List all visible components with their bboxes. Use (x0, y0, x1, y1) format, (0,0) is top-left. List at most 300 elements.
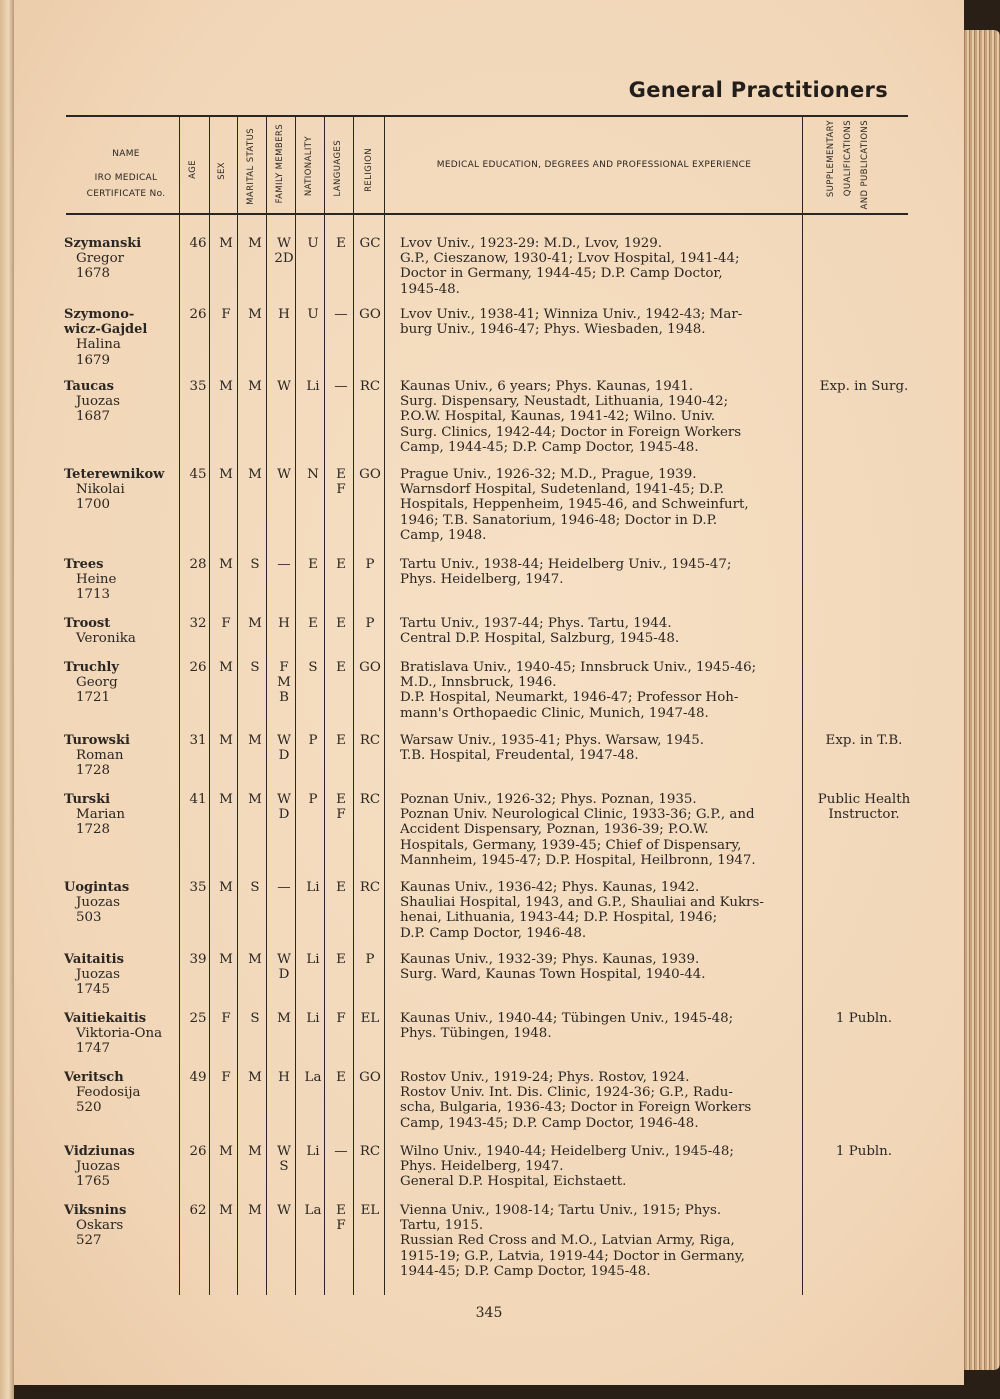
surname: Uogintas (64, 880, 130, 895)
age-column-header: AGE (188, 160, 198, 179)
surname: Truchly (64, 660, 119, 675)
column-divider (295, 117, 296, 1295)
education-line: henai, Lithuania, 1943-44; D.P. Hospital, 1946; (400, 910, 718, 926)
first-name: Juozas (76, 394, 120, 410)
page-title: General Practitioners (628, 78, 888, 102)
family-value: S (279, 1159, 289, 1175)
education-line: Doctor in Germany, 1944-45; D.P. Camp Doctor, (400, 266, 723, 282)
family-value: W (277, 379, 291, 394)
education-line: Warnsdorf Hospital, Sudetenland, 1941-45; D.P. (400, 482, 725, 498)
surname-continued: wicz-Gajdel (64, 322, 148, 338)
nationality-cell: E (308, 616, 318, 631)
education-line: Kaunas Univ., 1932-39; Phys. Kaunas, 1939. (400, 952, 700, 967)
family-value: D (278, 967, 290, 983)
nationality-cell: Li (306, 952, 320, 967)
family-value: H (278, 1070, 290, 1085)
religion-cell: RC (359, 379, 381, 394)
education-cell (400, 1144, 810, 1190)
first-name: Feodosija (76, 1085, 141, 1101)
religion-cell: RC (359, 733, 381, 748)
family-cell (270, 792, 298, 822)
certificate-number: 1713 (76, 587, 111, 603)
education-cell (400, 236, 810, 297)
age-cell: 26 (189, 660, 207, 675)
surname: Teterewnikow (64, 467, 165, 482)
page-edge (960, 30, 1000, 1370)
column-divider (384, 117, 385, 1295)
language-value: — (334, 307, 348, 322)
family-value: H (278, 616, 290, 631)
language-value: F (336, 1011, 346, 1026)
education-cell (400, 660, 810, 721)
column-divider (209, 117, 210, 1295)
education-line: Phys. Heidelberg, 1947. (400, 572, 564, 588)
name-header-line: NAME (112, 149, 140, 159)
supplementary-header-line: QUALIFICATIONS (843, 120, 853, 197)
language-value: E (336, 792, 346, 807)
nationality-cell: Li (306, 1011, 320, 1026)
surname: Vidziunas (64, 1144, 135, 1159)
education-line: Vienna Univ., 1908-14; Tartu Univ., 1915; Phys. (400, 1203, 722, 1218)
nationality-cell: Li (306, 880, 320, 895)
languages-cell (327, 616, 355, 631)
family-cell (270, 1011, 298, 1026)
education-line: Bratislava Univ., 1940-45; Innsbruck Univ., 1945-46; (400, 660, 757, 675)
certificate-number: 1728 (76, 763, 111, 779)
education-line: Prague Univ., 1926-32; M.D., Prague, 1939. (400, 467, 697, 482)
education-line: Camp, 1948. (400, 527, 487, 543)
nationality-cell: U (307, 236, 319, 251)
nationality-cell: Li (306, 379, 320, 394)
marital-cell: M (248, 733, 262, 748)
family-value: W (277, 792, 291, 807)
marital-cell: S (250, 1011, 260, 1026)
religion-cell: P (365, 557, 375, 572)
family-value: W (277, 467, 291, 482)
supplementary-cell (804, 1144, 924, 1159)
first-name: Marian (76, 807, 125, 823)
religion-cell: GO (359, 660, 381, 675)
education-line: scha, Bulgaria, 1936-43; Doctor in Foreign Workers (400, 1100, 752, 1116)
languages-cell (327, 660, 355, 675)
certificate-number: 1679 (76, 352, 111, 368)
family-value: — (277, 880, 291, 895)
first-name: Heine (76, 572, 117, 588)
family-cell (270, 660, 298, 706)
language-value: E (336, 952, 346, 967)
sex-cell: M (219, 236, 233, 251)
name-cell (64, 1203, 184, 1249)
education-cell (400, 1203, 810, 1279)
education-line: Hospitals, Germany, 1939-45; Chief of Dispensary, (400, 837, 742, 853)
age-cell: 32 (189, 616, 207, 631)
surname: Szymono- (64, 307, 135, 322)
religion-cell: RC (359, 1144, 381, 1159)
sex-cell: M (219, 557, 233, 572)
education-line: G.P., Cieszanow, 1930-41; Lvov Hospital, 1941-44; (400, 251, 740, 267)
page-number: 345 (475, 1305, 503, 1321)
column-divider (324, 117, 325, 1295)
education-line: 1946; T.B. Sanatorium, 1946-48; Doctor in D.P. (400, 512, 718, 528)
religion-cell: P (365, 952, 375, 967)
family-value: H (278, 307, 290, 322)
education-line: D.P. Hospital, Neumarkt, 1946-47; Professor Hoh- (400, 690, 739, 706)
name-header-line: CERTIFICATE No. (86, 189, 166, 199)
sex-cell: M (219, 952, 233, 967)
family-cell (270, 1203, 298, 1218)
sex-column-header: SEX (217, 162, 227, 180)
nationality-column-header: NATIONALITY (304, 136, 314, 197)
nationality-cell: P (308, 733, 318, 748)
age-cell: 26 (189, 307, 207, 322)
certificate-number: 1728 (76, 822, 111, 838)
marital-cell: M (248, 1203, 262, 1218)
supplementary-header-line: AND PUBLICATIONS (860, 120, 870, 210)
age-cell: 45 (189, 467, 207, 482)
education-line: Lvov Univ., 1938-41; Winniza Univ., 1942-43; Mar- (400, 307, 743, 322)
first-name: Juozas (76, 895, 120, 911)
surname: Szymanski (64, 236, 142, 251)
column-divider (237, 117, 238, 1295)
column-divider (266, 117, 267, 1295)
name-cell (64, 1070, 184, 1116)
top-rule (66, 115, 908, 117)
age-cell: 62 (189, 1203, 207, 1218)
surname: Turowski (64, 733, 130, 748)
age-cell: 26 (189, 1144, 207, 1159)
education-line: 1945-48. (400, 281, 460, 297)
nationality-cell: E (308, 557, 318, 572)
name-cell (64, 616, 184, 646)
religion-cell: EL (360, 1203, 380, 1218)
family-cell (270, 557, 298, 572)
language-value: E (336, 660, 346, 675)
education-line: T.B. Hospital, Freudental, 1947-48. (400, 748, 639, 764)
family-value: W (277, 1203, 291, 1218)
name-column-header (66, 146, 186, 202)
languages-cell (327, 379, 355, 394)
education-line: P.O.W. Hospital, Kaunas, 1941-42; Wilno. Univ. (400, 409, 716, 425)
education-line: Shauliai Hospital, 1943, and G.P., Shauliai and Kukrs- (400, 895, 764, 911)
first-name: Viktoria-Ona (76, 1026, 163, 1042)
sex-cell: M (219, 792, 233, 807)
languages-cell (327, 557, 355, 572)
age-cell: 25 (189, 1011, 207, 1026)
name-cell (64, 792, 184, 838)
education-cell (400, 733, 810, 763)
family-value: D (278, 807, 290, 823)
family-value: D (278, 748, 290, 764)
education-cell (400, 792, 810, 868)
marital-cell: M (248, 1144, 262, 1159)
certificate-number: 1721 (76, 690, 111, 706)
surname: Veritsch (64, 1070, 124, 1085)
education-cell (400, 557, 810, 587)
sex-cell: M (219, 379, 233, 394)
marital-cell: S (250, 557, 260, 572)
language-value: F (336, 1218, 346, 1234)
nationality-cell: P (308, 792, 318, 807)
education-line: Kaunas Univ., 6 years; Phys. Kaunas, 1941. (400, 379, 694, 394)
name-cell (64, 557, 184, 603)
sex-cell: M (219, 880, 233, 895)
certificate-number: 527 (76, 1233, 102, 1249)
education-line: Mannheim, 1945-47; D.P. Hospital, Heilbronn, 1947. (400, 852, 756, 868)
first-name: Oskars (76, 1218, 124, 1234)
surname: Viksnins (64, 1203, 127, 1218)
certificate-number: 1700 (76, 497, 111, 513)
religion-cell: RC (359, 792, 381, 807)
languages-cell (327, 1011, 355, 1026)
first-name: Juozas (76, 1159, 120, 1175)
family-cell (270, 733, 298, 763)
education-line: 1915-19; G.P., Latvia, 1919-44; Doctor in Germany, (400, 1248, 745, 1264)
age-cell: 35 (189, 379, 207, 394)
languages-cell (327, 236, 355, 251)
religion-cell: EL (360, 1011, 380, 1026)
first-name: Georg (76, 675, 118, 691)
language-value: F (336, 807, 346, 823)
first-name: Gregor (76, 251, 125, 267)
education-cell (400, 307, 810, 337)
family-value: 2D (274, 251, 294, 267)
languages-cell (327, 467, 355, 497)
name-cell (64, 467, 184, 513)
education-cell (400, 379, 810, 455)
surname: Troost (64, 616, 111, 631)
marital-cell: M (248, 952, 262, 967)
surname: Turski (64, 792, 111, 807)
surname: Trees (64, 557, 104, 572)
languages-cell (327, 792, 355, 822)
family-cell (270, 1144, 298, 1174)
marital-cell: M (248, 236, 262, 251)
education-line: 1944-45; D.P. Camp Doctor, 1945-48. (400, 1263, 651, 1279)
family-value: W (277, 236, 291, 251)
education-line: Rostov Univ. Int. Dis. Clinic, 1924-36; G.P., Radu- (400, 1085, 733, 1101)
first-name: Juozas (76, 967, 120, 983)
family-cell (270, 236, 298, 266)
languages-cell (327, 880, 355, 895)
family-column-header: FAMILY MEMBERS (275, 124, 285, 204)
name-cell (64, 880, 184, 926)
family-value: F (279, 660, 289, 675)
languages-cell (327, 1144, 355, 1159)
religion-cell: GO (359, 467, 381, 482)
education-line: Surg. Clinics, 1942-44; Doctor in Foreign Workers (400, 424, 742, 440)
age-cell: 49 (189, 1070, 207, 1085)
sex-cell: M (219, 1203, 233, 1218)
education-line: burg Univ., 1946-47; Phys. Wiesbaden, 1948. (400, 322, 706, 338)
supplementary-line: Exp. in Surg. (819, 379, 909, 394)
education-line: Rostov Univ., 1919-24; Phys. Rostov, 1924. (400, 1070, 690, 1085)
column-divider (353, 117, 354, 1295)
certificate-number: 1747 (76, 1041, 111, 1057)
family-value: W (277, 733, 291, 748)
name-cell (64, 733, 184, 779)
language-value: E (336, 1203, 346, 1218)
education-line: Kaunas Univ., 1940-44; Tübingen Univ., 1945-48; (400, 1011, 734, 1026)
education-line: Kaunas Univ., 1936-42; Phys. Kaunas, 1942. (400, 880, 700, 895)
sex-cell: F (221, 1070, 231, 1085)
nationality-cell: S (308, 660, 318, 675)
education-cell (400, 1070, 810, 1131)
religion-cell: GO (359, 307, 381, 322)
supplementary-cell (804, 792, 924, 822)
language-value: E (336, 880, 346, 895)
language-value: — (334, 1144, 348, 1159)
certificate-number: 1678 (76, 266, 111, 282)
name-cell (64, 236, 184, 282)
family-value: M (277, 1011, 291, 1026)
family-value: W (277, 1144, 291, 1159)
education-line: Surg. Ward, Kaunas Town Hospital, 1940-44. (400, 967, 706, 983)
education-line: Wilno Univ., 1940-44; Heidelberg Univ., 1945-48; (400, 1144, 734, 1159)
family-cell (270, 880, 298, 895)
supplementary-cell (804, 379, 924, 394)
certificate-number: 520 (76, 1100, 102, 1116)
education-line: General D.P. Hospital, Eichstaett. (400, 1174, 627, 1190)
family-value: M (277, 675, 291, 691)
sex-cell: F (221, 307, 231, 322)
nationality-cell: N (307, 467, 319, 482)
first-name: Roman (76, 748, 124, 764)
name-cell (64, 307, 184, 368)
supplementary-cell (804, 733, 924, 748)
document-page (14, 0, 964, 1385)
name-cell (64, 379, 184, 425)
education-line: Warsaw Univ., 1935-41; Phys. Warsaw, 1945. (400, 733, 705, 748)
marital-cell: M (248, 1070, 262, 1085)
certificate-number: 1687 (76, 409, 111, 425)
marital-cell: M (248, 792, 262, 807)
language-value: E (336, 557, 346, 572)
certificate-number: 1745 (76, 982, 111, 998)
religion-cell: GO (359, 1070, 381, 1085)
education-line: Surg. Dispensary, Neustadt, Lithuania, 1940-42; (400, 394, 729, 410)
language-value: E (336, 467, 346, 482)
age-cell: 31 (189, 733, 207, 748)
language-value: E (336, 1070, 346, 1085)
first-name: Halina (76, 337, 121, 353)
marital-cell: M (248, 307, 262, 322)
languages-cell (327, 733, 355, 748)
religion-cell: P (365, 616, 375, 631)
language-value: E (336, 236, 346, 251)
sex-cell: F (221, 616, 231, 631)
sex-cell: M (219, 1144, 233, 1159)
education-cell (400, 952, 810, 982)
education-line: mann's Orthopaedic Clinic, Munich, 1947-48. (400, 705, 709, 721)
education-cell (400, 1011, 810, 1041)
family-value: — (277, 557, 291, 572)
education-cell (400, 467, 810, 543)
education-line: Russian Red Cross and M.O., Latvian Army, Riga, (400, 1233, 735, 1249)
marital-cell: M (248, 616, 262, 631)
sex-cell: M (219, 660, 233, 675)
nationality-cell: La (304, 1070, 322, 1085)
marital-cell: M (248, 379, 262, 394)
languages-cell (327, 307, 355, 322)
sex-cell: M (219, 733, 233, 748)
education-line: D.P. Camp Doctor, 1946-48. (400, 925, 587, 941)
language-value: — (334, 379, 348, 394)
education-cell (400, 880, 810, 941)
family-cell (270, 952, 298, 982)
supplementary-cell (804, 1011, 924, 1026)
age-cell: 39 (189, 952, 207, 967)
education-line: Central D.P. Hospital, Salzburg, 1945-48. (400, 631, 680, 647)
family-value: B (279, 690, 289, 706)
header-bottom-rule (66, 213, 908, 215)
education-line: Poznan Univ., 1926-32; Phys. Poznan, 1935. (400, 792, 697, 807)
marital-cell: S (250, 660, 260, 675)
supplementary-line: Public Health (817, 792, 911, 807)
family-cell (270, 1070, 298, 1085)
religion-cell: RC (359, 880, 381, 895)
education-line: Accident Dispensary, Poznan, 1936-39; P.O.W. (400, 822, 709, 838)
language-value: E (336, 616, 346, 631)
education-line: Hospitals, Heppenheim, 1945-46, and Schweinfurt, (400, 497, 749, 513)
marital-column-header: MARITAL STATUS (246, 128, 256, 205)
marital-cell: M (248, 467, 262, 482)
surname: Taucas (64, 379, 114, 394)
name-cell (64, 1011, 184, 1057)
certificate-number: 1765 (76, 1174, 111, 1190)
name-cell (64, 660, 184, 706)
education-cell (400, 616, 810, 646)
first-name: Nikolai (76, 482, 125, 498)
age-cell: 41 (189, 792, 207, 807)
language-value: E (336, 733, 346, 748)
certificate-number: 503 (76, 910, 102, 926)
name-header-line: IRO MEDICAL (94, 173, 158, 183)
family-cell (270, 616, 298, 631)
education-line: Phys. Heidelberg, 1947. (400, 1159, 564, 1175)
education-line: Camp, 1944-45; D.P. Camp Doctor, 1945-48. (400, 439, 699, 455)
column-divider (179, 117, 180, 1295)
nationality-cell: Li (306, 1144, 320, 1159)
education-line: Tartu Univ., 1938-44; Heidelberg Univ., 1945-47; (400, 557, 732, 572)
nationality-cell: La (304, 1203, 322, 1218)
age-cell: 35 (189, 880, 207, 895)
marital-cell: S (250, 880, 260, 895)
nationality-cell: U (307, 307, 319, 322)
family-cell (270, 307, 298, 322)
languages-column-header: LANGUAGES (333, 140, 343, 197)
age-cell: 28 (189, 557, 207, 572)
name-cell (64, 952, 184, 998)
sex-cell: F (221, 1011, 231, 1026)
family-cell (270, 379, 298, 394)
sex-cell: M (219, 467, 233, 482)
supplementary-line: Exp. in T.B. (825, 733, 903, 748)
family-cell (270, 467, 298, 482)
languages-cell (327, 1070, 355, 1085)
language-value: F (336, 482, 346, 498)
education-line: Poznan Univ. Neurological Clinic, 1933-36; G.P., and (400, 807, 755, 823)
surname: Vaitiekaitis (64, 1011, 147, 1026)
education-line: Phys. Tübingen, 1948. (400, 1026, 552, 1042)
education-line: Lvov Univ., 1923-29: M.D., Lvov, 1929. (400, 236, 663, 251)
supplementary-line: 1 Publn. (835, 1011, 893, 1026)
languages-cell (327, 952, 355, 967)
name-cell (64, 1144, 184, 1190)
education-line: Camp, 1943-45; D.P. Camp Doctor, 1946-48. (400, 1115, 699, 1131)
supplementary-line: Instructor. (828, 807, 900, 823)
age-cell: 46 (189, 236, 207, 251)
education-column-header: MEDICAL EDUCATION, DEGREES AND PROFESSIONAL EXPERIENCE (436, 160, 752, 170)
